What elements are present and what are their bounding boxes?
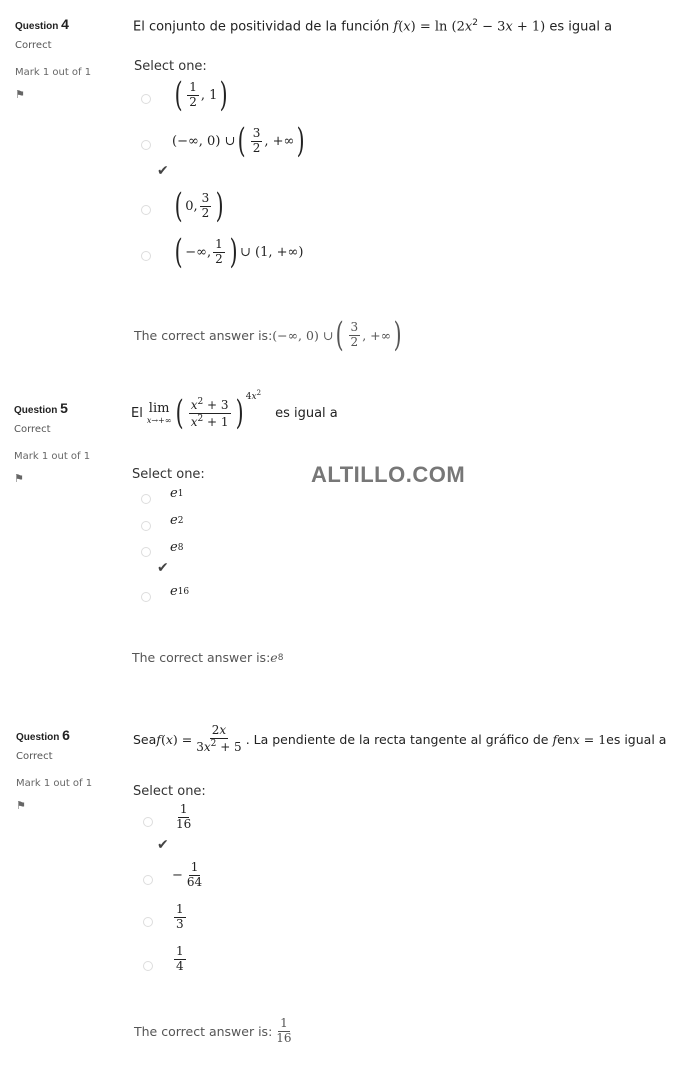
question-grade: Mark 1 out of 1	[14, 451, 91, 462]
radio-option-b[interactable]	[143, 875, 153, 885]
answer-option-c[interactable]: $\frac{1}{3}$	[176, 902, 184, 931]
question-info	[16, 727, 116, 812]
correct-answer: The correct answer is: e 8	[132, 650, 284, 665]
correct-answer: The correct answer is: $\frac{1}{16}$	[134, 1016, 292, 1045]
watermark: ALTILLO.COM	[311, 462, 466, 487]
checkmark-icon: ✔	[157, 560, 169, 576]
radio-option-c[interactable]	[141, 547, 151, 557]
question-text: Sea f ( x ) = $\frac{2x}{3x^2 + 5}$ . La pendiente de la recta tangente al gráfico de f en x = 1 es igual a	[133, 723, 667, 754]
radio-option-a[interactable]	[141, 494, 151, 504]
answer-option-d[interactable]: ( −∞, $\frac{1}{2}$ ) ∪ (1, +∞)	[174, 232, 304, 272]
select-one-label: Select one:	[133, 784, 206, 799]
answer-option-a[interactable]: ( $\frac{1}{2}$ , 1 )	[174, 75, 229, 115]
answer-option-d[interactable]: e 16	[170, 584, 190, 599]
radio-option-b[interactable]	[141, 140, 151, 150]
radio-option-c[interactable]	[143, 917, 153, 927]
answer-option-c[interactable]: ( 0, $\frac{3}{2}$ )	[174, 186, 224, 226]
question-state: Correct	[14, 424, 51, 435]
question-info	[15, 16, 115, 101]
question-grade: Mark 1 out of 1	[16, 778, 93, 789]
radio-option-b[interactable]	[141, 521, 151, 531]
question-number: Question 4	[15, 16, 69, 32]
flag-icon[interactable]: ⚑	[15, 88, 25, 101]
radio-option-a[interactable]	[141, 94, 151, 104]
checkmark-icon: ✔	[157, 837, 169, 853]
question-state: Correct	[16, 751, 53, 762]
checkmark-icon: ✔	[157, 163, 169, 179]
select-one-label: Select one:	[132, 467, 205, 482]
answer-option-a[interactable]: e 1	[170, 486, 184, 501]
question-number: Question 6	[16, 727, 70, 743]
question-state: Correct	[15, 40, 52, 51]
answer-option-d[interactable]: $\frac{1}{4}$	[176, 944, 184, 973]
question-info	[14, 400, 114, 485]
radio-option-a[interactable]	[143, 817, 153, 827]
radio-option-d[interactable]	[141, 251, 151, 261]
answer-option-b[interactable]: − $\frac{1}{64}$	[172, 860, 203, 889]
question-text: El conjunto de positividad de la función $f(x) = \ln (2x^2 - 3x + 1)$ es igual a	[133, 18, 613, 35]
radio-option-c[interactable]	[141, 205, 151, 215]
select-one-label: Select one:	[134, 59, 207, 74]
answer-option-b[interactable]: (−∞, 0) ∪ ( $\frac{3}{2}$ , +∞ )	[172, 121, 305, 161]
question-number: Question 5	[14, 400, 68, 416]
question-text: El lim x→+∞ ( $\frac{x^2 + 3}{x^2 + 1}$ ) $4x^2$ es igual a	[131, 388, 338, 433]
radio-option-d[interactable]	[141, 592, 151, 602]
flag-icon[interactable]: ⚑	[16, 799, 26, 812]
correct-answer: The correct answer is: (−∞, 0) ∪ ( $\frac{3}{2}$ , +∞ )	[134, 315, 402, 355]
flag-icon[interactable]: ⚑	[14, 472, 24, 485]
answer-option-a[interactable]: $\frac{1}{16}$	[176, 802, 192, 831]
answer-option-b[interactable]: e 2	[170, 513, 184, 528]
question-grade: Mark 1 out of 1	[15, 67, 92, 78]
answer-option-c[interactable]: e 8	[170, 540, 184, 555]
radio-option-d[interactable]	[143, 961, 153, 971]
